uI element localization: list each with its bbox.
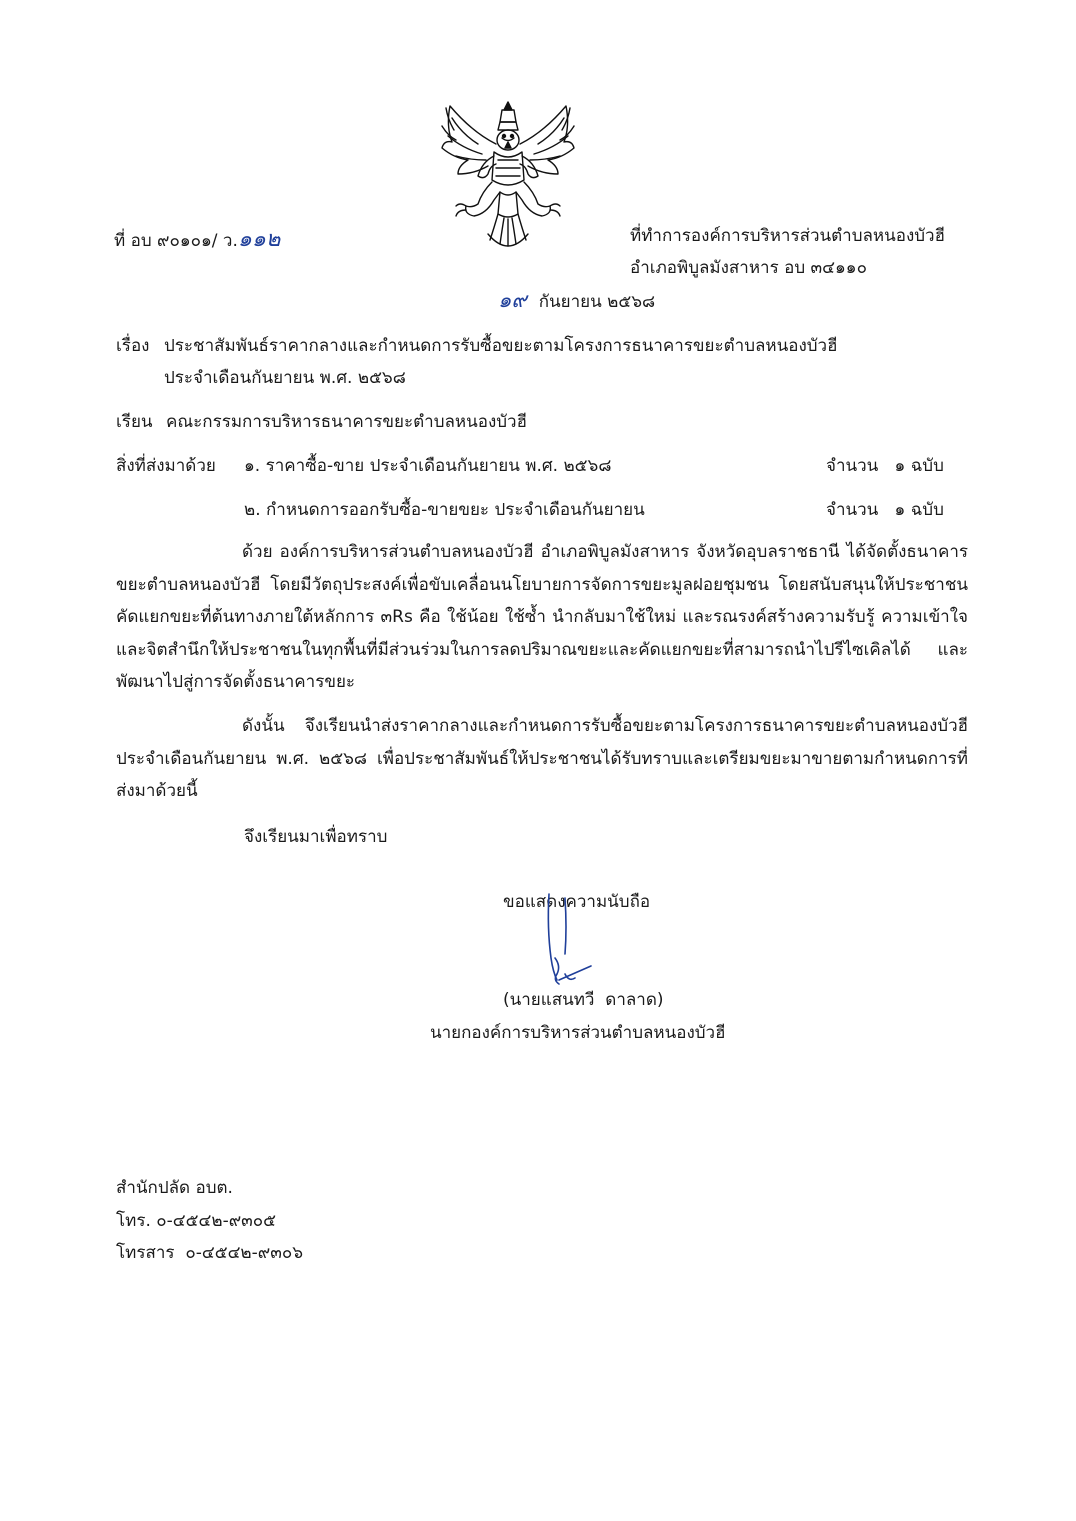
document-date [498,290,655,311]
date-month-year: กันยายน ๒๕๖๘ [538,292,656,312]
body-paragraph-2: ดังนั้น จึงเรียนนำส่งราคากลางและกำหนดการรับซื้อขยะตามโครงการธนาคารขยะตำบลหนองบัวฮี ประจำเดือนกันยายน พ.ศ. ๒๕๖๘ เพื่อประชาสัมพันธ์ให้ประชาชนได้รับทราบและเตรียมขยะมาขายตามกำหนดการที่ส่งมาด้วยนี้ [116,716,968,801]
garuda-emblem-icon [438,96,578,248]
closing-line: จึงเรียนมาเพื่อทราบ [244,827,388,847]
body-paragraph-1: ด้วย องค์การบริหารส่วนตำบลหนองบัวฮี อำเภอพิบูลมังสาหาร จังหวัดอุบลราชธานี ได้จัดตั้งธนาคารขยะตำบลหนองบัวฮี โดยมีวัตถุประสงค์เพื่อขับเคลื่อนนโยบายการจัดการขยะมูลฝอยชุมชน โดยสนับสนุนให้ประชาชนคัดแยกขยะที่ต้นทางภายใต้หลักการ ๓Rs คือ ใช้น้อย ใช้ซ้ำ นำกลับมาใช้ใหม่ และรณรงค์สร้างความรับรู้ ความเข้าใจและจิตสำนึกให้ประชาชนในทุกพื้นที่มีส่วนร่วมในการลดปริมาณขยะและคัดแยกขยะที่สามารถนำไปรีไซเคิลได้ และพัฒนาไปสู่การจัดตั้งธนาคารขยะ [116,542,968,692]
footer-phone: โทร. ๐-๔๕๔๒-๙๓๐๕ [116,1211,277,1231]
subject-line2: ประจำเดือนกันยายน พ.ศ. ๒๕๖๘ [164,368,406,388]
enclosure-item-2: ๒. กำหนดการออกรับซื้อ-ขายขยะ ประจำเดือนกันยายน [244,500,645,520]
reference-number [114,229,280,251]
office-address-line2: อำเภอพิบูลมังสาหาร อบ ๓๔๑๑๐ [630,258,867,278]
footer-department: สำนักปลัด อบต. [116,1178,233,1198]
footer-fax: โทรสาร ๐-๔๕๔๒-๙๓๐๖ [116,1243,304,1263]
enclosure-qty-2: จำนวน ๑ ฉบับ [826,500,944,520]
enclosure-item-1: ๑. ราคาซื้อ-ขาย ประจำเดือนกันยายน พ.ศ. ๒๕๖๘ [244,456,612,476]
subject-line1: ประชาสัมพันธ์ราคากลางและกำหนดการรับซื้อขยะตามโครงการธนาคารขยะตำบลหนองบัวฮี [164,336,838,356]
reference-number-handwritten: ๑๑๒ [237,227,281,252]
subject-label: เรื่อง [116,336,150,356]
signatory-position: นายกองค์การบริหารส่วนตำบลหนองบัวฮี [430,1023,726,1043]
signatory-name: (นายแสนทวี ดาลาด) [503,990,664,1010]
addressee-label: เรียน [116,412,153,432]
enclosure-qty-1: จำนวน ๑ ฉบับ [826,456,944,476]
addressee: คณะกรรมการบริหารธนาคารขยะตำบลหนองบัวฮี [166,412,527,432]
office-address-line1: ที่ทำการองค์การบริหารส่วนตำบลหนองบัวฮี [630,226,945,246]
handwritten-signature [535,888,605,992]
reference-number-printed: ที่ อบ ๙๐๑๐๑/ ว. [114,231,238,251]
date-day-handwritten: ๑๙ [498,288,527,312]
salutation: ขอแสดงความนับถือ [503,892,651,912]
enclosures-label: สิ่งที่ส่งมาด้วย [116,456,216,476]
